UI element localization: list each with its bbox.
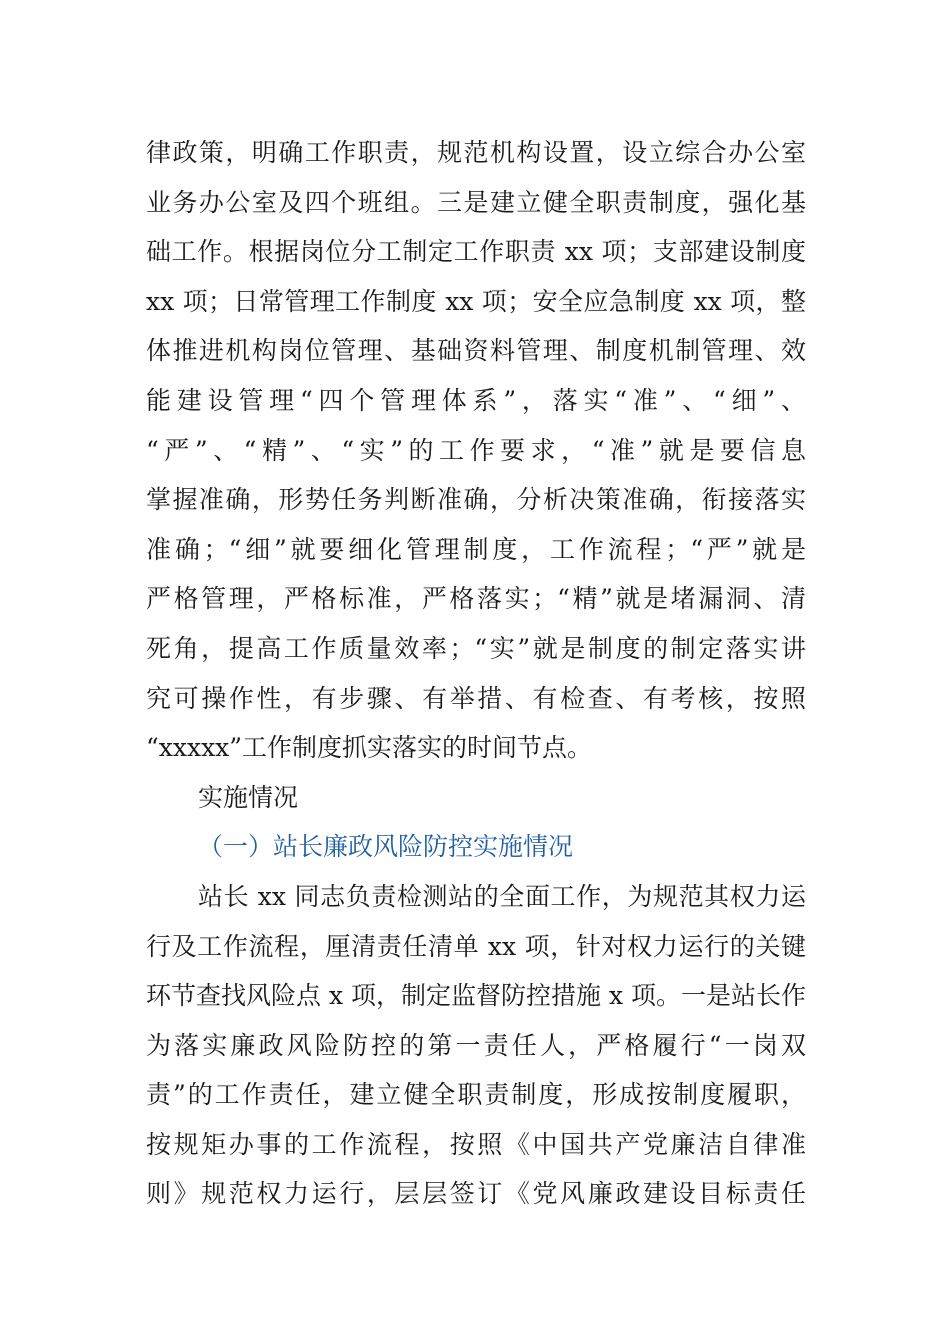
text-line: 律政策，明确工作职责，规范机构设置，设立综合办公室 xyxy=(146,138,806,167)
text-line: 站长 xx 同志负责检测站的全面工作，为规范其权力运 xyxy=(198,881,806,911)
text-line: 掌握准确，形势任务判断准确，分析决策准确，衔接落实 xyxy=(146,485,806,515)
text-line: 死角，提高工作质量效率；“实”就是制度的制定落实讲 xyxy=(146,633,806,663)
text-line: 为落实廉政风险防控的第一责任人，严格履行“一岗双 xyxy=(146,1030,806,1060)
text-line: 准确；“细”就要细化管理制度，工作流程；“严”就是 xyxy=(146,534,806,564)
text-line: 环节查找风险点 x 项，制定监督防控措施 x 项。一是站长作 xyxy=(146,981,806,1011)
subsection-heading: （一）站长廉政风险防控实施情况 xyxy=(198,832,574,862)
text-line: 能建设管理“四个管理体系”，落实“准”、“细”、 xyxy=(146,385,806,415)
text-line: 究可操作性，有步骤、有举措、有检查、有考核，按照 xyxy=(146,683,806,713)
text-line: “xxxxx”工作制度抓实落实的时间节点。 xyxy=(146,733,593,763)
text-line: 行及工作流程，厘清责任清单 xx 项，针对权力运行的关键 xyxy=(146,931,806,961)
text-line: 责”的工作责任，建立健全职责制度，形成按制度履职， xyxy=(146,1080,806,1110)
text-line: 严格管理，严格标准，严格落实；“精”就是堵漏洞、清 xyxy=(146,584,806,614)
section-heading: 实施情况 xyxy=(198,782,299,812)
text-line: 按规矩办事的工作流程，按照《中国共产党廉洁自律准 xyxy=(146,1129,806,1159)
text-line: “严”、“精”、“实”的工作要求，“准”就是要信息 xyxy=(146,435,806,465)
document-body xyxy=(146,128,806,1219)
paragraph-1 xyxy=(146,128,806,773)
text-line: xx 项；日常管理工作制度 xx 项；安全应急制度 xx 项，整 xyxy=(146,286,806,316)
text-line: 则》规范权力运行，层层签订《党风廉政建设目标责任 xyxy=(146,1179,806,1209)
text-line: 业务办公室及四个班组。三是建立健全职责制度，强化基 xyxy=(146,187,806,217)
paragraph-2 xyxy=(146,872,806,1219)
text-line: 础工作。根据岗位分工制定工作职责 xx 项；支部建设制度 xyxy=(146,237,806,267)
text-line: 体推进机构岗位管理、基础资料管理、制度机制管理、效 xyxy=(146,336,806,366)
